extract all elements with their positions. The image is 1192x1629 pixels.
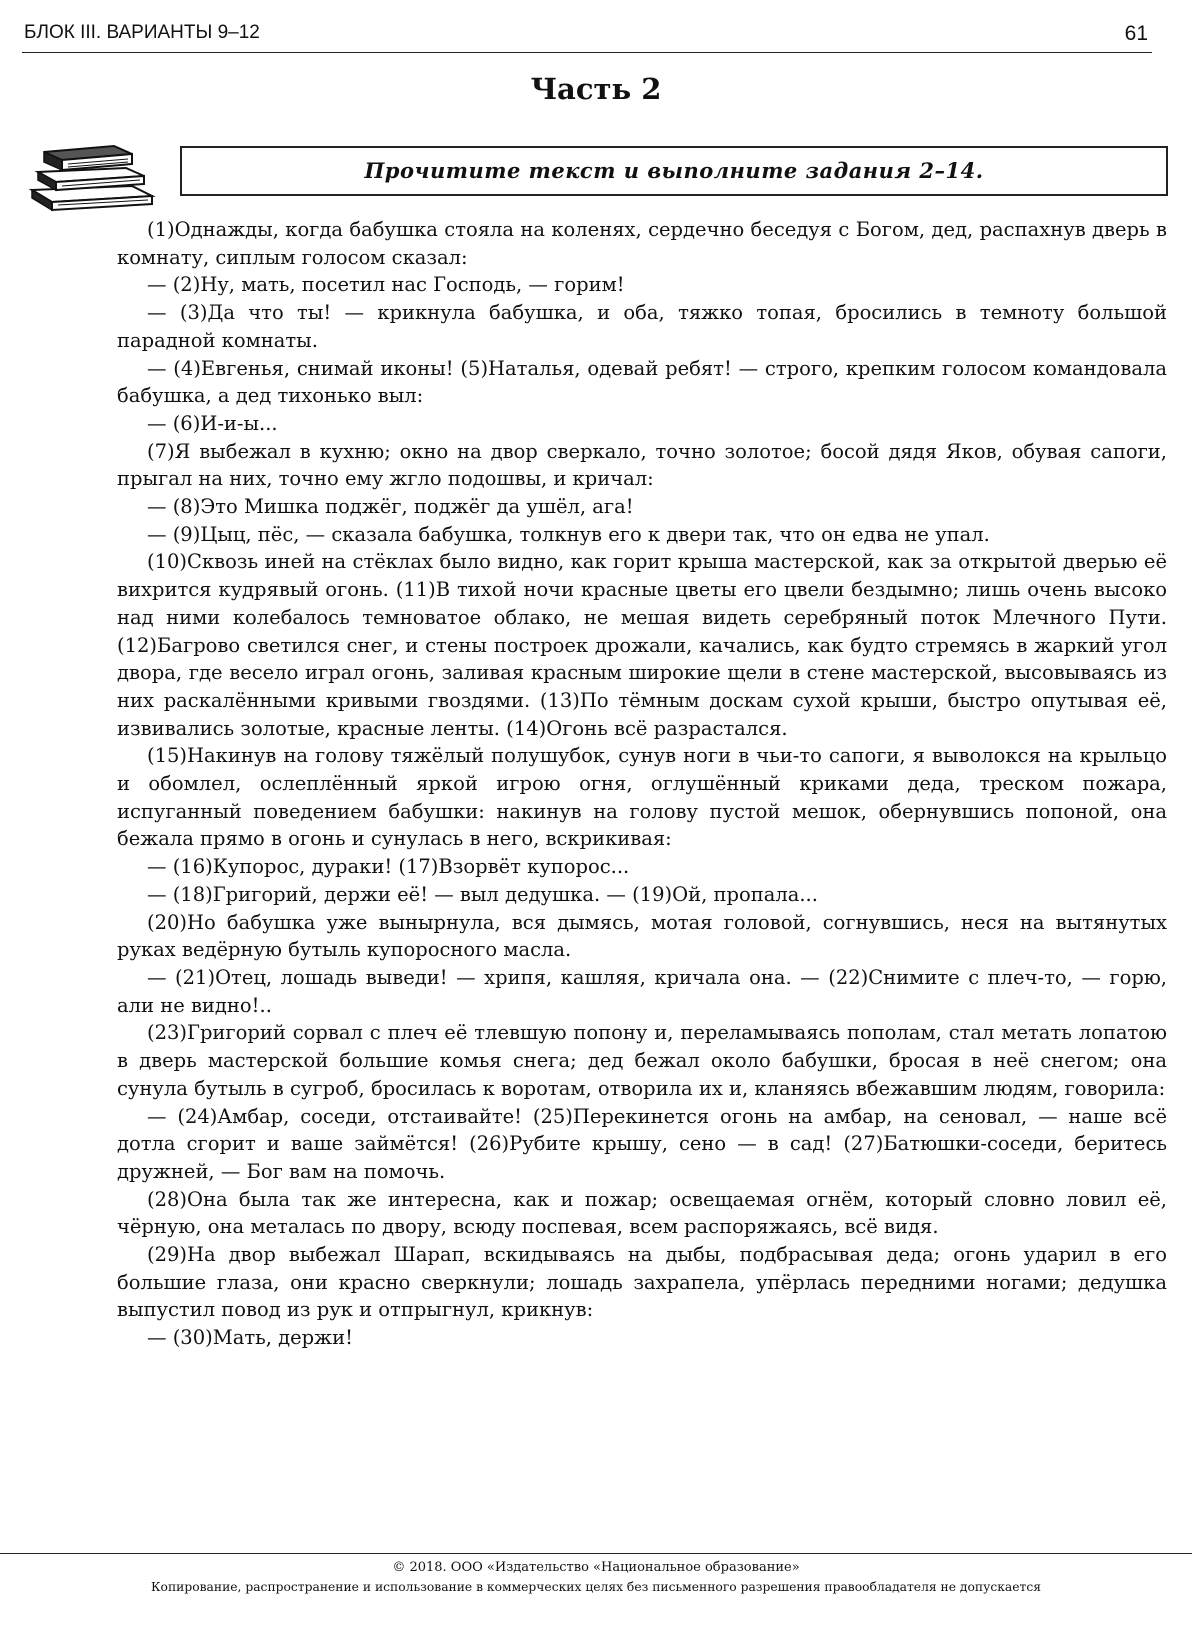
footer-copyright: © 2018. ООО «Издательство «Национальное образование» bbox=[392, 1560, 800, 1575]
paragraph: (20)Но бабушка уже вынырнула, вся дымясь, мотая головой, согнувшись, неся на вытянутых руках ведёрную бутыль купоросного масла. bbox=[117, 910, 1167, 962]
paragraph: — (21)Отец, лошадь выведи! — хрипя, кашляя, кричала она. — (22)Снимите с плеч-то, — горю, али не видно!.. bbox=[117, 965, 1167, 1017]
paragraph: — (6)И-и-ы... bbox=[147, 411, 278, 435]
task-instruction-box bbox=[180, 146, 1168, 196]
reading-text bbox=[117, 216, 1167, 1352]
paragraph: — (16)Купорос, дураки! (17)Взорвёт купорос... bbox=[147, 855, 630, 879]
stack-of-books-icon bbox=[28, 142, 160, 212]
paragraph: — (18)Григорий, держи её! — выл дедушка. — (19)Ой, пропала... bbox=[147, 882, 818, 906]
part-title: Часть 2 bbox=[530, 72, 662, 106]
paragraph: (23)Григорий сорвал с плеч её тлевшую попону и, переламываясь пополам, стал метать лопатою в дверь мастерской большие комья снега; дед бежал около бабушки, бросая в неё снегом; она сунула бутыль в сугроб, бросилась к воротам, отворила их и, кланяясь вбежавшим людям, говорила: bbox=[117, 1021, 1167, 1100]
page-header bbox=[22, 18, 1152, 53]
page-number: 61 bbox=[1124, 22, 1148, 45]
paragraph: — (9)Цыц, пёс, — сказала бабушка, толкнув его к двери так, что он едва не упал. bbox=[147, 522, 990, 546]
paragraph: — (24)Амбар, соседи, отстаивайте! (25)Перекинется огонь на амбар, на сеновал, — наше всё дотла сгорит и ваше займётся! (26)Рубите крышу, сено — в сад! (27)Батюшки-соседи, беритесь дружней, — Бог вам на помочь. bbox=[117, 1104, 1167, 1183]
paragraph: (1)Однажды, когда бабушка стояла на коленях, сердечно беседуя с Богом, дед, распахнув дверь в комнату, сиплым голосом сказал: bbox=[117, 218, 1167, 269]
paragraph: — (3)Да что ты! — крикнула бабушка, и оба, тяжко топая, бросились в темноту большой парадной комнаты. bbox=[117, 301, 1167, 352]
paragraph: — (2)Ну, мать, посетил нас Господь, — горим! bbox=[147, 273, 625, 297]
paragraph: — (30)Мать, держи! bbox=[147, 1326, 353, 1350]
footer-notice: Копирование, распространение и использование в коммерческих целях без письменного разрешения правообладателя не допускается bbox=[151, 1580, 1041, 1594]
paragraph: — (8)Это Мишка поджёг, поджёг да ушёл, ага! bbox=[147, 495, 634, 519]
paragraph: (28)Она была так же интересна, как и пожар; освещаемая огнём, который словно ловил её, чёрную, она металась по двору, всюду поспевая, всем распоряжаясь, всё видя. bbox=[117, 1187, 1167, 1239]
footer-divider bbox=[0, 1553, 1192, 1554]
paragraph: (29)На двор выбежал Шарап, вскидываясь на дыбы, подбрасывая деда; огонь ударил в его большие глаза, они красно сверкнули; лошадь захрапела, упёрлась передними ногами; дедушка выпустил повод из рук и отпрыгнул, крикнув: bbox=[117, 1243, 1167, 1322]
paragraph: (15)Накинув на голову тяжёлый полушубок, сунув ноги в чьи-то сапоги, я выволокся на крыльцо и обомлел, ослеплённый яркой игрою огня, оглушённый криками деда, треском пожара, испуганный поведением бабушки: накинув на голову пустой мешок, обернувшись попоной, она бежала прямо в огонь и сунулась в него, вскрикивая: bbox=[117, 744, 1167, 851]
task-instruction: Прочитите текст и выполните задания 2–14. bbox=[364, 158, 984, 183]
paragraph: (7)Я выбежал в кухню; окно на двор сверкало, точно золотое; босой дядя Яков, обувая сапоги, прыгал на них, точно ему жгло подошвы, и кричал: bbox=[117, 439, 1167, 491]
paragraph: (10)Сквозь иней на стёклах было видно, как горит крыша мастерской, как за открытой дверью её вихрится кудрявый огонь. (11)В тихой ночи красные цветы его цвели бездымно; лишь очень высоко над ними колебалось темноватое облако, не мешая видеть серебряный поток Млечного Пути. (12)Багрово светился снег, и стены построек дрожали, качались, как будто стремясь в жаркий угол двора, где весело играл огонь, заливая красным широкие щели в стене мастерской, высовываясь из них раскалёнными кривыми гвоздями. (13)По тёмным доскам сухой крыши, быстро опутывая её, извивались золотые, красные ленты. (14)Огонь всё разрастался. bbox=[117, 550, 1167, 740]
block-label: БЛОК III. ВАРИАНТЫ 9–12 bbox=[24, 22, 260, 43]
paragraph: — (4)Евгенья, снимай иконы! (5)Наталья, одевай ребят! — строго, крепким голосом командовала бабушка, а дед тихонько выл: bbox=[117, 356, 1167, 408]
